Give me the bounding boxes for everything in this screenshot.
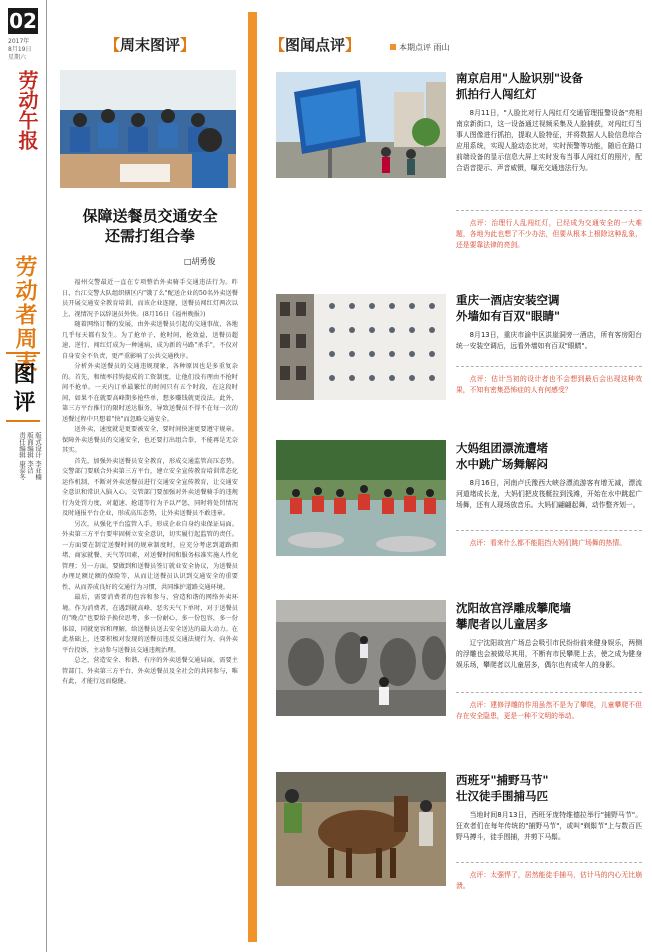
- story-title-line1: 重庆一酒店安装空调: [456, 293, 560, 307]
- story-title-line2: 攀爬者以儿童居多: [456, 617, 548, 631]
- bracket-close: 】: [345, 36, 361, 54]
- bracket-open: 【: [270, 36, 286, 54]
- dashed-divider: [456, 862, 642, 863]
- article-paragraph: 送外卖，速度就是更要被安全，要时间快速更要遵守规章。保障外卖送餐员的交通安全，也还要打出组合拳，不能再是无奈其实。: [62, 426, 238, 454]
- story-2-body: 8月13日，重庆市渝中区洪崖洞旁一酒店，所有客房阳台统一安装空调后，远看外墙如有百双"眼睛"。: [456, 331, 642, 350]
- story-5-comment: 点评：太强悍了，居然能徒手捕马，估计马的内心无比崩溃。: [456, 871, 642, 890]
- article-paragraph: 随着网络订餐的发展，由外卖送餐员引起的交通事故，各地几乎每天都有发生。为了抢单子，抢时间，抢效益，送餐员超速、逆行、闯红灯成为一种通病，成为新的马路"杀手"，不仅对自身安全不负责，更严重影响了公共交通秩序。: [62, 321, 238, 360]
- article-paragraph: 最后，需要消费者的包容和参与，营造和谐的网络外卖环境。作为消费者，在遇到就高峰、恶劣天气下单时，对于送餐员的"晚点"也要给予换位思考，多一份耐心，多一份包容，多一份体谅，同就宽容和理解，给送餐员送去安全送达的最大动力。在此基础上，还要积极对发现的送餐员违反交通法规行为，向外卖平台投诉，主动参与送餐员交通违规治理。: [62, 594, 238, 654]
- story-1-comment: 点评：治理行人乱闯红灯，已经成为交通安全的一大难题，各地为此也想了不少办法，但要从根本上根除这种乱象，还是要靠法律的亮剑。: [456, 219, 642, 249]
- right-column-header: [270, 34, 360, 56]
- credit-chief-editor: 责任编辑 康泰冬: [18, 432, 26, 480]
- section-name: 劳动者周末: [12, 255, 38, 375]
- story-4-title: [456, 600, 642, 632]
- left-divider: [46, 0, 47, 952]
- story-title-line2: 壮汉徒手围捕马匹: [456, 789, 548, 803]
- story-title-line2: 抓拍行人闯红灯: [456, 87, 537, 101]
- square-dance-river-photo: [276, 440, 446, 556]
- story-4-comment: 点评：建修浮雕的作用虽然不是为了攀爬，儿童攀爬不但存在安全隐患，更是一种不文明的举动。: [456, 701, 642, 720]
- editor-label: [390, 42, 450, 53]
- story-3-body: 8月16日，河南卢氏豫西大峡谷漂流游客有增无减，漂流河道堵成长龙，大妈们把皮筏艇拉到浅滩，开始在水中跳起广场舞，还有人现场放音乐。大妈们翩翩起舞，动作整齐划一。: [456, 479, 642, 509]
- dashed-divider: [456, 210, 642, 211]
- left-header-label: 周末图评: [119, 36, 180, 54]
- palace-relief-climbing-photo: [276, 600, 446, 716]
- article-paragraph: 福州交警最近一直在专项整治外卖骑手交通违法行为。昨日，台江交警大队组织辖区内"饿了么"配送企业的50名外卖送餐员开展交通安全教育培训，而该企业连窿，送餐员闯红灯两次以上，视情况予以辞退员外快。(8月16日《福州晚报》): [62, 279, 238, 318]
- story-3-title: [456, 440, 642, 472]
- article-paragraph: 分析外卖送餐员的交通违规现象，各种原因也是多重复杂的。首先，和绩率挂钩提成的工资制度，让他们没有理由不抢时间不抢单。一天内订单最繁忙的时间只有五个时段，在这段时间，如果不在就要高峰期多抢些单，想多赚钱就更没法。此外，第三方平台推行的限时送达服务，导致送餐员不得不在每一次的送餐过程中只想着"快"而忽略交通安全。: [62, 363, 238, 423]
- story-5-body: 当地时间8月13日，西班牙庞特维德拉举行"捕野马节"。狂欢者们在每年传统的"捕野马节"，或叫"剃鬃节"上与数百匹野马搏斗，徒手围捕，并剪下马鬃。: [456, 811, 642, 841]
- story-1-title: [456, 70, 642, 102]
- story-title-line2: 水中跳广场舞解闷: [456, 457, 548, 471]
- story-2-title: [456, 292, 642, 324]
- editor-label-text: 本期点评 雨山: [399, 43, 450, 52]
- face-recognition-screen-photo: [276, 72, 446, 178]
- story-title-line1: 大妈组团漂流遭堵: [456, 441, 548, 455]
- story-title-line1: 沈阳故宫浮雕成攀爬墙: [456, 601, 571, 615]
- issue-date: 8月19日: [8, 46, 32, 53]
- story-5-title: [456, 772, 642, 804]
- bracket-open: 【: [104, 36, 120, 54]
- article-title-line2: 还需打组合拳: [104, 227, 195, 245]
- article-author: □胡勇俊: [184, 257, 216, 266]
- article-body: [62, 278, 238, 688]
- bracket-close: 】: [180, 36, 196, 54]
- issue-weekday: 星期六: [8, 54, 27, 61]
- article-title: [60, 206, 240, 246]
- newspaper-logo: 劳动午报: [15, 70, 39, 150]
- story-title-line2: 外墙如有百双"眼睛": [456, 309, 560, 323]
- left-column-header: [60, 34, 240, 56]
- credits: [8, 432, 42, 532]
- dashed-divider: [456, 692, 642, 693]
- wild-horse-festival-photo: [276, 772, 446, 886]
- story-4-body: 辽宁沈阳故宫广场总会吸引市民纷纷前来健身娱乐，两侧的浮雕也会被做尽其用，不断有市民攀爬上去，使之成为健身娱乐场，攀爬者以儿童居多，偶尔也有成年人的身影。: [456, 639, 642, 669]
- story-title-line1: 西班牙"捕野马节": [456, 773, 549, 787]
- square-bullet-icon: [390, 44, 396, 50]
- hotel-ac-units-photo: [276, 294, 446, 400]
- story-1-body: 8月11日，"人脸比对行人闯红灯交通管理报警设备"亮相南京新街口，这一设备通过视频采集及人脸捕获，对闯红灯当事人图像进行抓拍，提取人脸特征，并将数据人人脸信息综合应用系统，实现人脸动态比对，实时预警等功能，随后在路口前端设备的显示信息大屏上实时发布当事人闯红灯的照片，配合语音提示、声音威慑，曝光交通违法行为。: [456, 109, 642, 172]
- article-title-line1: 保障送餐员交通安全: [82, 207, 218, 225]
- article-paragraph: 另次，从强化平台监管入手，形成企业自身约束保证局面。外卖第三方平台要牢固树立安全意识，切实履行起监管的责任。一方面要在制定送餐时间的规章制度时，应充分考虑到道路拥堵、商家就餐、天气等因素，对送餐时间和服务标准实施人性化管理；另一方面，要做到和送餐员签订就业安全协议，为送餐员办理足额足额的保险等，从而让送餐员认识到交通安全的重要性，从而养成良好的交通行为习惯，共同维护道路交通环境。: [62, 520, 238, 591]
- column-name: 图评: [10, 362, 36, 418]
- dashed-divider: [456, 530, 642, 531]
- dashed-divider: [456, 366, 642, 367]
- story-title-line1: 南京启用"人脸识别"设备: [456, 71, 583, 85]
- article-paragraph: 首先，加强外卖送餐员安全教育，形成交通监管高压态势。交警部门要联合外卖第三方平台，建立安全宣传教育培训常态化运作机制，不断对外卖送餐员进行交通安全宣传教育，让交通安全意识和常识入脑入心。交管部门要加强对外卖送餐骑手的违规行为处罚力度，对超速、抢道等行为予以严惩，同时将处罚情况及时通报平台企业，形成高压态势，让外卖送餐员不敢违章。: [62, 457, 238, 517]
- credit-design: 版式设计 李亚楠: [34, 432, 42, 480]
- issue-year: 2017年: [8, 38, 30, 45]
- credit-editor: 版面编辑 李洁: [26, 432, 34, 474]
- page-number: 02: [9, 9, 37, 33]
- article-paragraph: 总之，营造安全、和谐、有序的外卖送餐交通局面，需要主管部门、外卖第三方平台、外卖送餐员及全社会的共同参与，唯有此，才能行远而稳健。: [62, 657, 238, 685]
- students-training-photo: [60, 70, 236, 188]
- orange-divider-bar: [248, 12, 257, 942]
- story-2-comment: 点评：估计当初的设计者也不会想到最后会出现这种效果，不知有密集恐怖症的人有何感受？: [456, 375, 642, 394]
- story-3-comment: 点评：看来什么都不能阻挡大妈们跳广场舞的热情。: [469, 539, 626, 547]
- right-header-label: 图闻点评: [285, 36, 346, 54]
